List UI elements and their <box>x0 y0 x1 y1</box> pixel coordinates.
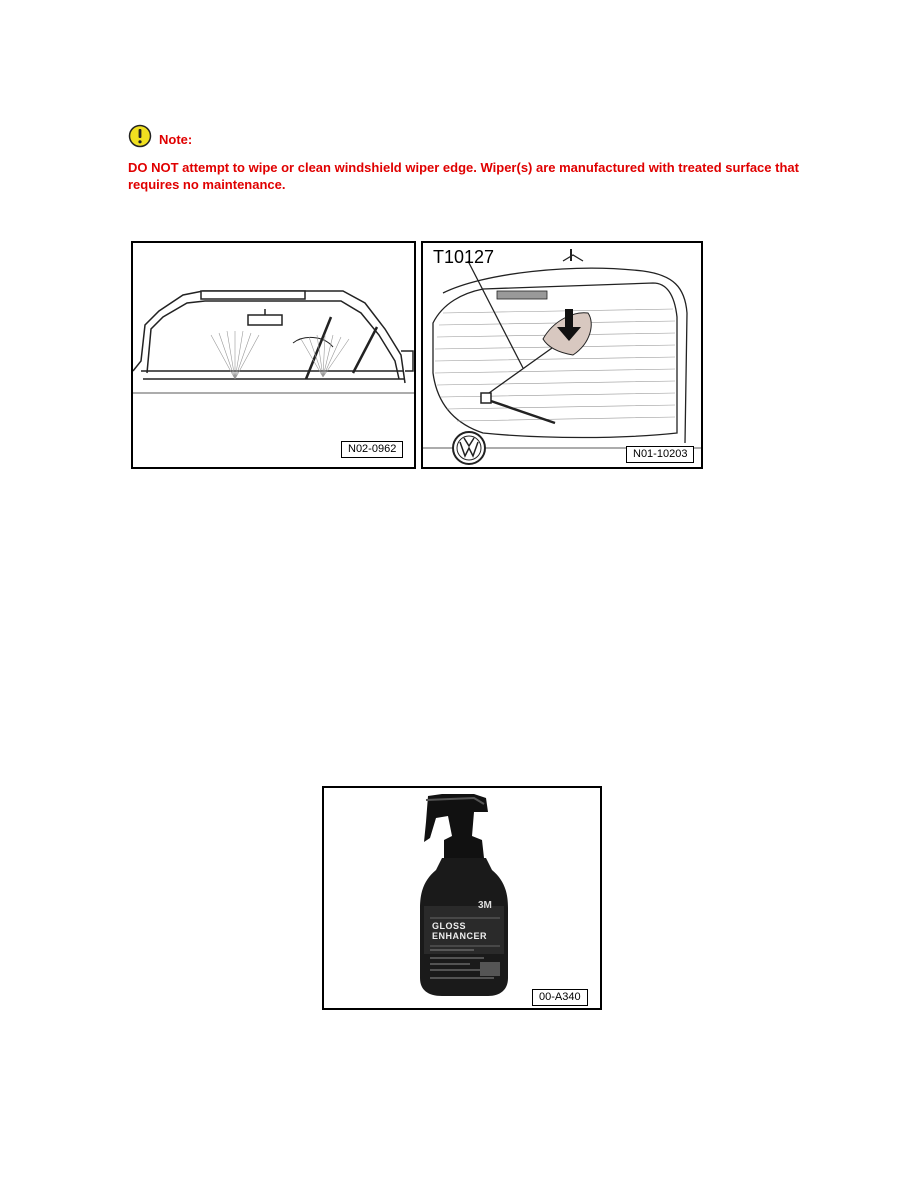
spray-bottle-illustration <box>324 788 600 1008</box>
figure-front-windshield <box>131 241 416 469</box>
product-name-line1: GLOSS <box>432 921 467 931</box>
tool-label: T10127 <box>433 247 495 267</box>
product-name-line2: ENHANCER <box>432 931 488 941</box>
front-windshield-illustration <box>133 243 414 467</box>
vw-logo-icon <box>453 432 485 464</box>
rear-wiper-illustration <box>423 243 701 467</box>
product-brand: 3M <box>478 900 492 911</box>
note-heading <box>128 124 192 148</box>
figure-label: 00-A340 <box>532 989 588 1006</box>
note-text: DO NOT attempt to wipe or clean windshield wiper edge. Wiper(s) are manufactured with treated surface that requires no maintenance. <box>128 160 799 192</box>
figure-gloss-enhancer <box>322 786 602 1010</box>
figure-rear-wiper <box>421 241 703 469</box>
figure-label: N02-0962 <box>341 441 403 458</box>
figure-label: N01-10203 <box>626 446 694 463</box>
warning-exclamation-icon <box>128 124 152 148</box>
note-label: Note: <box>159 131 193 147</box>
